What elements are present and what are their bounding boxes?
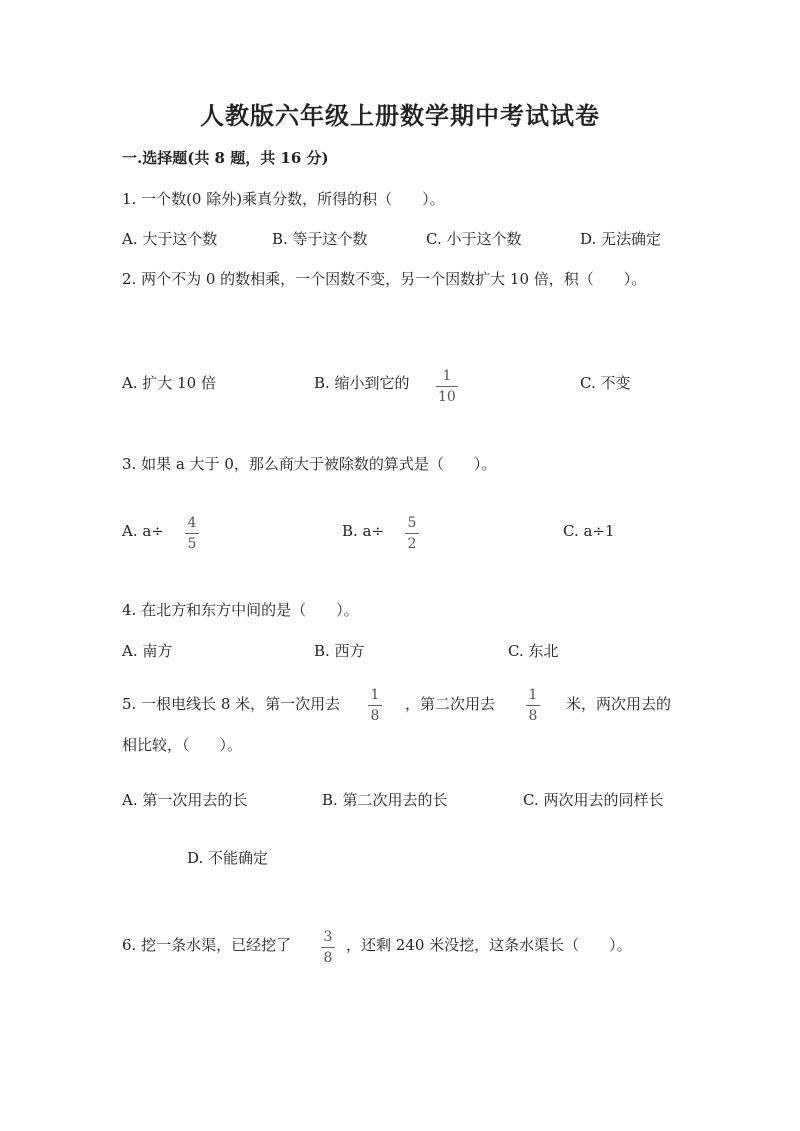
q1-option-d: D. 无法确定 (580, 230, 662, 248)
fraction-denominator: 5 (187, 536, 197, 552)
q5-option-d: D. 不能确定 (187, 849, 269, 867)
q3-option-a: A. a÷ (122, 522, 164, 540)
q6-fraction (321, 930, 335, 965)
q3-option-b: B. a÷ (342, 522, 385, 540)
question-5-text-part1: 5. 一根电线长 8 米，第一次用去 (122, 695, 341, 713)
q4-option-a: A. 南方 (122, 642, 173, 660)
q5-fraction-2 (526, 688, 540, 723)
question-2-text: 2. 两个不为 0 的数相乘，一个因数不变，另一个因数扩大 10 倍，积（ ）。 (122, 270, 647, 288)
q2-option-b: B. 缩小到它的 (314, 374, 410, 392)
q5-option-a: A. 第一次用去的长 (122, 791, 248, 809)
question-1-text: 1. 一个数(0 除外)乘真分数，所得的积（ ）。 (122, 190, 445, 208)
page-title: 人教版六年级上册数学期中考试试卷 (200, 101, 600, 130)
q1-option-b: B. 等于这个数 (272, 230, 368, 248)
fraction-denominator: 8 (528, 708, 538, 724)
q4-option-b: B. 西方 (314, 642, 365, 660)
q2-option-b-fraction (436, 369, 458, 404)
fraction-numerator: 1 (442, 368, 452, 384)
fraction-denominator: 8 (323, 950, 333, 966)
q2-option-a: A. 扩大 10 倍 (122, 374, 216, 392)
q5-fraction-1 (368, 688, 382, 723)
fraction-numerator: 5 (407, 515, 417, 531)
fraction-numerator: 3 (323, 929, 333, 945)
q2-option-c: C. 不变 (580, 374, 631, 392)
fraction-denominator: 2 (407, 536, 417, 552)
fraction-numerator: 1 (528, 687, 538, 703)
question-5-text-part3: 米，两次用去的 (566, 695, 672, 713)
fraction-numerator: 4 (187, 515, 197, 531)
question-3-text: 3. 如果 a 大于 0，那么商大于被除数的算式是（ ）。 (122, 455, 497, 473)
q1-option-c: C. 小于这个数 (426, 230, 522, 248)
question-6-text-part1: 6. 挖一条水渠，已经挖了 (122, 936, 292, 954)
q5-option-c: C. 两次用去的同样长 (523, 791, 664, 809)
q3-option-b-fraction (405, 516, 419, 551)
fraction-numerator: 1 (370, 687, 380, 703)
q4-option-c: C. 东北 (508, 642, 559, 660)
question-5-text-part2: ，第二次用去 (405, 695, 496, 713)
section-heading: 一.选择题(共 8 题，共 16 分) (122, 149, 329, 167)
fraction-denominator: 8 (370, 708, 380, 724)
fraction-denominator: 10 (438, 389, 456, 405)
q3-option-c: C. a÷1 (563, 522, 615, 540)
q5-option-b: B. 第二次用去的长 (322, 791, 448, 809)
q3-option-a-fraction (185, 516, 199, 551)
question-4-text: 4. 在北方和东方中间的是（ ）。 (122, 601, 359, 619)
question-6-text-part2: ，还剩 240 米没挖，这条水渠长（ ）。 (346, 936, 632, 954)
question-5-text-line2: 相比较，（ ）。 (122, 736, 243, 754)
q1-option-a: A. 大于这个数 (122, 230, 218, 248)
